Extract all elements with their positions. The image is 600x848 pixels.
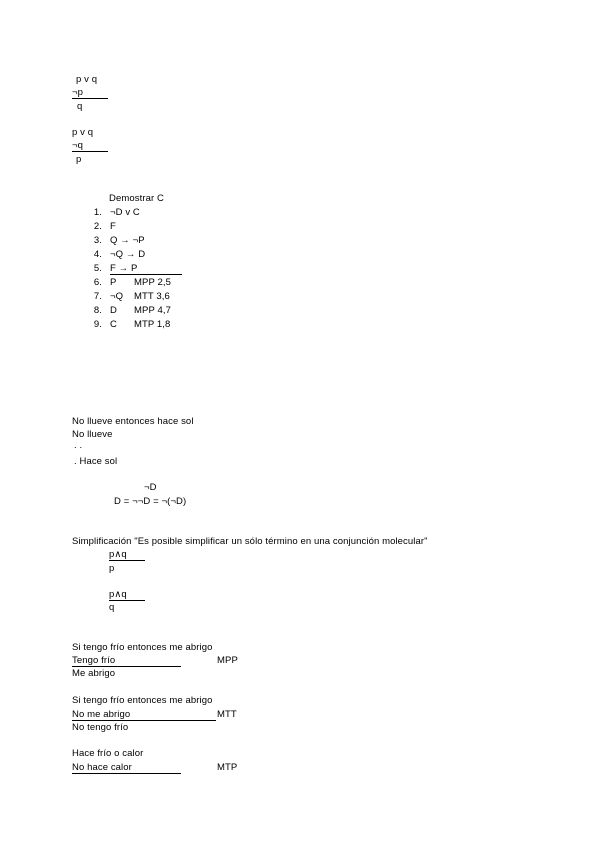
proof-step: 8. D MPP 4,7 [93, 305, 171, 316]
proof-step: 3. Q → ¬P [93, 235, 145, 246]
proof-step: 6. P MPP 2,5 [93, 277, 171, 288]
block1-line3: q [77, 101, 83, 112]
rain-dots: . . [74, 440, 83, 451]
block2-line3: p [76, 154, 82, 165]
mtt-line3: No tengo frío [72, 722, 129, 733]
mtt-line2: No me abrigo [72, 709, 216, 721]
mtp-line1: Hace frío o calor [72, 748, 144, 759]
block2-line1: p v q [72, 127, 94, 138]
rain-line3: . Hace sol [74, 456, 118, 467]
mpp-line3: Me abrigo [72, 668, 116, 679]
rain-line2: No llueve [72, 429, 113, 440]
mtp-rule: MTP [217, 762, 238, 773]
double-neg-eq: D = ¬¬D = ¬(¬D) [114, 496, 187, 507]
mpp-rule: MPP [217, 655, 238, 666]
proof-step: 9. C MTP 1,8 [93, 319, 171, 330]
block2-line2: ¬q [72, 140, 108, 152]
proof-title: Demostrar C [109, 193, 164, 204]
mpp-line2: Tengo frío [72, 655, 181, 667]
mtt-line1: Si tengo frío entonces me abrigo [72, 695, 213, 706]
proof-step: 7. ¬Q MTT 3,6 [93, 291, 170, 302]
block1-line2: ¬p [72, 87, 108, 99]
mpp-line1: Si tengo frío entonces me abrigo [72, 642, 213, 653]
simplification-a-conclusion: p [109, 563, 115, 574]
simplification-b-conclusion: q [109, 602, 115, 613]
proof-step: 4. ¬Q → D [93, 249, 146, 260]
rain-line1: No llueve entonces hace sol [72, 416, 194, 427]
proof-step: 5. F → P [88, 263, 182, 275]
block1-line1: p v q [76, 74, 98, 85]
mtp-line2: No hace calor [72, 762, 181, 774]
simplification-b-premise: p∧q [109, 589, 145, 601]
proof-step: 1. ¬D v C [93, 207, 140, 218]
simplification-title: Simplificación "Es posible simplificar un sólo término en una conjunción molecular" [72, 536, 428, 547]
double-neg-top: ¬D [144, 482, 157, 493]
simplification-a-premise: p∧q [109, 549, 145, 561]
mtt-rule: MTT [217, 709, 237, 720]
proof-step: 2. F [93, 221, 116, 232]
